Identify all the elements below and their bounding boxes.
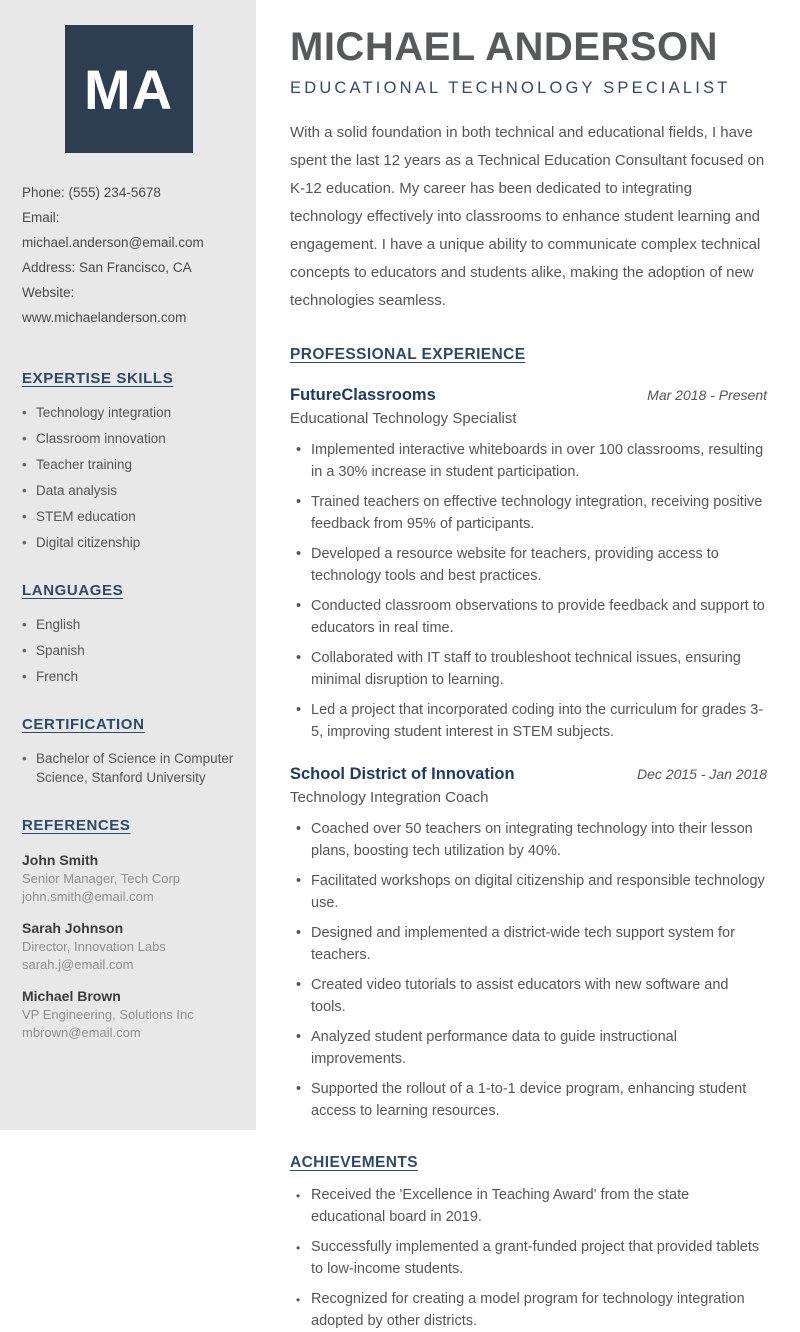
job-bullets — [290, 440, 767, 743]
reference-name: Michael Brown — [22, 988, 121, 1004]
reference-email: mbrown@email.com — [22, 1024, 141, 1040]
bullet-item: • Led a project that incorporated coding into the curriculum for grades 3-5, improving student interest in STEM subjects. — [290, 700, 767, 743]
job-bullets — [290, 819, 767, 1122]
bullet-item: • Facilitated workshops on digital citizenship and responsible technology use. — [290, 871, 767, 914]
summary-paragraph: With a solid foundation in both technical and educational fields, I have spent the last 12 years as a Technical Education Consultant focused on K-12 education. My career has been dedicated to integrating technology effectively into classrooms to enhance student learning and engagement. I have a unique ability to communicate complex technical concepts to educators and students alike, making the adoption of new technologies seamless. — [290, 124, 765, 309]
reference-email: john.smith@email.com — [22, 888, 154, 904]
professional-experience-heading: PROFESSIONAL EXPERIENCE — [290, 346, 526, 363]
language-item: • English — [22, 615, 235, 634]
company-name: School District of Innovation — [290, 765, 515, 783]
bullet-item: • Implemented interactive whiteboards in over 100 classrooms, resulting in a 30% increase in student participation. — [290, 440, 767, 483]
reference-title: VP Engineering, Solutions Inc — [22, 1007, 194, 1022]
contact-item: Email: michael.anderson@email.com — [22, 210, 204, 250]
skill-item: • Technology integration — [22, 403, 235, 422]
reference-entry — [22, 850, 235, 905]
skills-list — [22, 403, 235, 552]
sidebar-section-references — [22, 817, 235, 1041]
skill-item: • Digital citizenship — [22, 533, 235, 552]
bullet-item: • Developed a resource website for teachers, providing access to technology tools and best practices. — [290, 544, 767, 587]
reference-title: Senior Manager, Tech Corp — [22, 871, 181, 886]
contact-list — [22, 180, 235, 330]
expertise-heading: EXPERTISE SKILLS — [22, 370, 174, 387]
bullet-item: • Created video tutorials to assist educators with new software and tools. — [290, 975, 767, 1018]
bullet-item: • Supported the rollout of a 1-to-1 device program, enhancing student access to learning resources. — [290, 1079, 767, 1122]
bullet-item: • Coached over 50 teachers on integrating technology into their lesson plans, boosting tech utilization by 40%. — [290, 819, 767, 862]
bullet-item: • Designed and implemented a district-wide tech support system for teachers. — [290, 923, 767, 966]
job-entry-school-district — [290, 765, 767, 1122]
reference-entry — [22, 918, 235, 973]
references-list — [22, 850, 235, 1041]
company-name: FutureClassrooms — [290, 386, 436, 404]
skill-item: • Data analysis — [22, 481, 235, 500]
reference-name: Sarah Johnson — [22, 920, 124, 936]
certification-list — [22, 749, 235, 787]
certification-item: • Bachelor of Science in Computer Science, Stanford University — [22, 749, 235, 787]
contact-item: Website: www.michaelanderson.com — [22, 285, 187, 325]
skill-item: • STEM education — [22, 507, 235, 526]
contact-item: Address: San Francisco, CA — [22, 260, 192, 275]
sidebar — [0, 0, 256, 1130]
monogram-badge — [65, 25, 193, 153]
bullet-item: • Collaborated with IT staff to troubleshoot technical issues, ensuring minimal disruption to learning. — [290, 648, 767, 691]
reference-email: sarah.j@email.com — [22, 956, 134, 972]
achievements-list — [290, 1185, 767, 1332]
job-dates: Dec 2015 - Jan 2018 — [637, 766, 767, 782]
full-name: MICHAEL ANDERSON — [290, 25, 719, 69]
achievements-heading: ACHIEVEMENTS — [290, 1154, 418, 1171]
reference-entry — [22, 986, 235, 1041]
bullet-item: • Trained teachers on effective technology integration, receiving positive feedback from 95% of participants. — [290, 492, 767, 535]
contact-item: Phone: (555) 234-5678 — [22, 185, 161, 200]
sidebar-section-expertise — [22, 370, 235, 552]
achievement-item: • Received the 'Excellence in Teaching Award' from the state educational board in 2019. — [290, 1185, 767, 1228]
achievement-item: • Successfully implemented a grant-funded project that provided tablets to low-income students. — [290, 1237, 767, 1280]
job-entry-futureclassrooms — [290, 386, 767, 743]
references-heading: REFERENCES — [22, 817, 131, 834]
job-role: Technology Integration Coach — [290, 789, 489, 806]
reference-name: John Smith — [22, 852, 99, 868]
monogram-text: MA — [83, 57, 174, 121]
language-item: • French — [22, 667, 235, 686]
main-content — [256, 0, 800, 1329]
job-title-subtitle: EDUCATIONAL TECHNOLOGY SPECIALIST — [290, 79, 731, 97]
bullet-item: • Analyzed student performance data to guide instructional improvements. — [290, 1027, 767, 1070]
languages-list — [22, 615, 235, 686]
skill-item: • Teacher training — [22, 455, 235, 474]
job-header — [290, 765, 767, 784]
reference-title: Director, Innovation Labs — [22, 939, 166, 954]
languages-heading: LANGUAGES — [22, 582, 124, 599]
job-role: Educational Technology Specialist — [290, 410, 517, 427]
achievement-item: • Recognized for creating a model program for technology integration adopted by other districts. — [290, 1289, 767, 1332]
certification-heading: CERTIFICATION — [22, 716, 145, 733]
job-header — [290, 386, 767, 405]
bullet-item: • Conducted classroom observations to provide feedback and support to educators in real time. — [290, 596, 767, 639]
skill-item: • Classroom innovation — [22, 429, 235, 448]
language-item: • Spanish — [22, 641, 235, 660]
job-dates: Mar 2018 - Present — [647, 387, 767, 403]
sidebar-section-certification — [22, 716, 235, 787]
sidebar-section-languages — [22, 582, 235, 686]
